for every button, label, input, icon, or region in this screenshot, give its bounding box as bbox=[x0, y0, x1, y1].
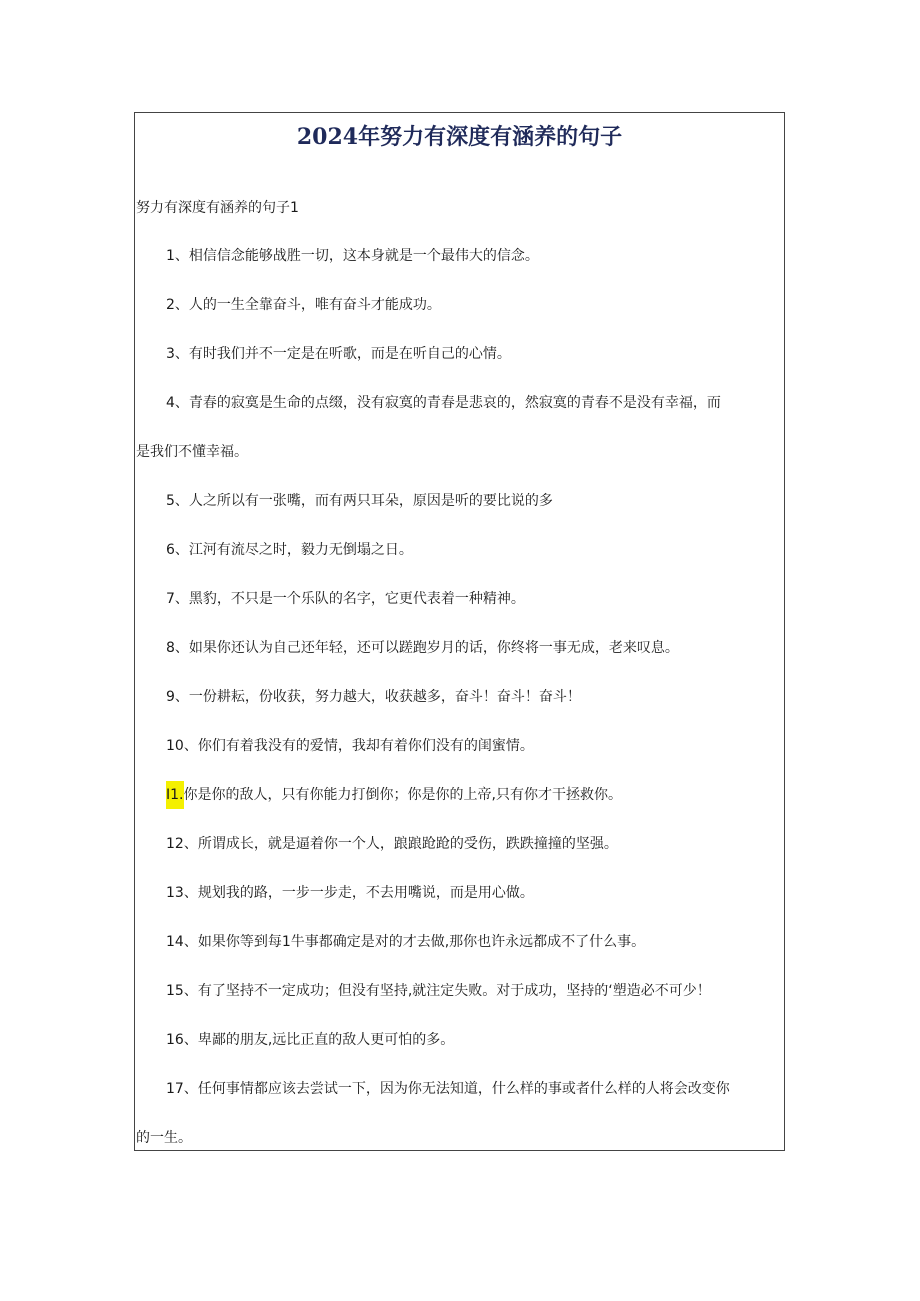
item-text: 8、如果你还认为自己还年轻，还可以蹉跑岁月的话，你终将一事无成，老来叹息。 bbox=[166, 640, 679, 656]
list-item bbox=[136, 343, 782, 365]
list-item bbox=[136, 245, 782, 267]
list-item bbox=[136, 735, 782, 757]
item-text: 12、所谓成长，就是逼着你一个人，踉踉跄跄的受伤，跌跌撞撞的坚强。 bbox=[166, 836, 618, 852]
document-title: 2024年努力有深度有涵养的句子 bbox=[296, 124, 623, 150]
item-text: 14、如果你等到每1牛事都确定是对的才去做,那你也许永远都成不了什么事。 bbox=[166, 934, 646, 950]
list-item bbox=[136, 931, 782, 953]
item-text: 13、规划我的路，一步一步走，不去用嘴说，而是用心做。 bbox=[166, 885, 534, 901]
item-text: 17、任何事情都应该去尝试一下，因为你无法知道，什么样的事或者什么样的人将会改变你 bbox=[166, 1081, 730, 1097]
item-text: 你是你的敌人，只有你能力打倒你；你是你的上帝,只有你才干拯救你。 bbox=[183, 787, 622, 803]
list-item bbox=[136, 980, 782, 1002]
item-text: 16、卑鄙的朋友,远比正直的敌人更可怕的多。 bbox=[166, 1032, 455, 1048]
list-item bbox=[136, 490, 782, 512]
list-item bbox=[136, 392, 782, 414]
item-text: 9、一份耕耘，份收获，努力越大，收获越多，奋斗！奋斗！奋斗！ bbox=[166, 689, 581, 705]
list-item bbox=[136, 294, 782, 316]
section-heading: 努力有深度有涵养的句子1 bbox=[136, 200, 299, 216]
list-item bbox=[136, 1029, 782, 1051]
item-text: 10、你们有着我没有的爱情，我却有着你们没有的闺蜜情。 bbox=[166, 738, 534, 754]
item-text: 5、人之所以有一张嘴，而有两只耳朵，原因是听的要比说的多 bbox=[166, 493, 553, 509]
list-item bbox=[136, 588, 782, 610]
list-item bbox=[136, 1078, 782, 1100]
list-item-continuation: 是我们不懂幸福。 bbox=[136, 444, 248, 460]
list-item bbox=[136, 686, 782, 708]
item-text: 2、人的一生全靠奋斗，唯有奋斗才能成功。 bbox=[166, 297, 441, 313]
item-text: 7、黑豹，不只是一个乐队的名字，它更代表着一种精神。 bbox=[166, 591, 525, 607]
list-item bbox=[136, 882, 782, 904]
list-item bbox=[136, 539, 782, 561]
list-item bbox=[136, 784, 782, 806]
list-item bbox=[136, 833, 782, 855]
item-text: 6、江河有流尽之时，毅力无倒塌之日。 bbox=[166, 542, 413, 558]
item-text: 4、青春的寂寞是生命的点缀，没有寂寞的青春是悲哀的，然寂寞的青春不是没有幸福，而 bbox=[166, 395, 721, 411]
highlighted-number: I1. bbox=[166, 781, 184, 809]
item-text: 1、相信信念能够战胜一切，这本身就是一个最伟大的信念。 bbox=[166, 248, 539, 264]
list-item-continuation: 的一生。 bbox=[136, 1130, 192, 1146]
item-text: 15、有了坚持不一定成功；但没有坚持,就注定失败。对于成功，坚持的‘塑造必不可少！ bbox=[166, 983, 711, 999]
item-text: 3、有时我们并不一定是在听歌，而是在听自己的心情。 bbox=[166, 346, 511, 362]
list-item bbox=[136, 637, 782, 659]
